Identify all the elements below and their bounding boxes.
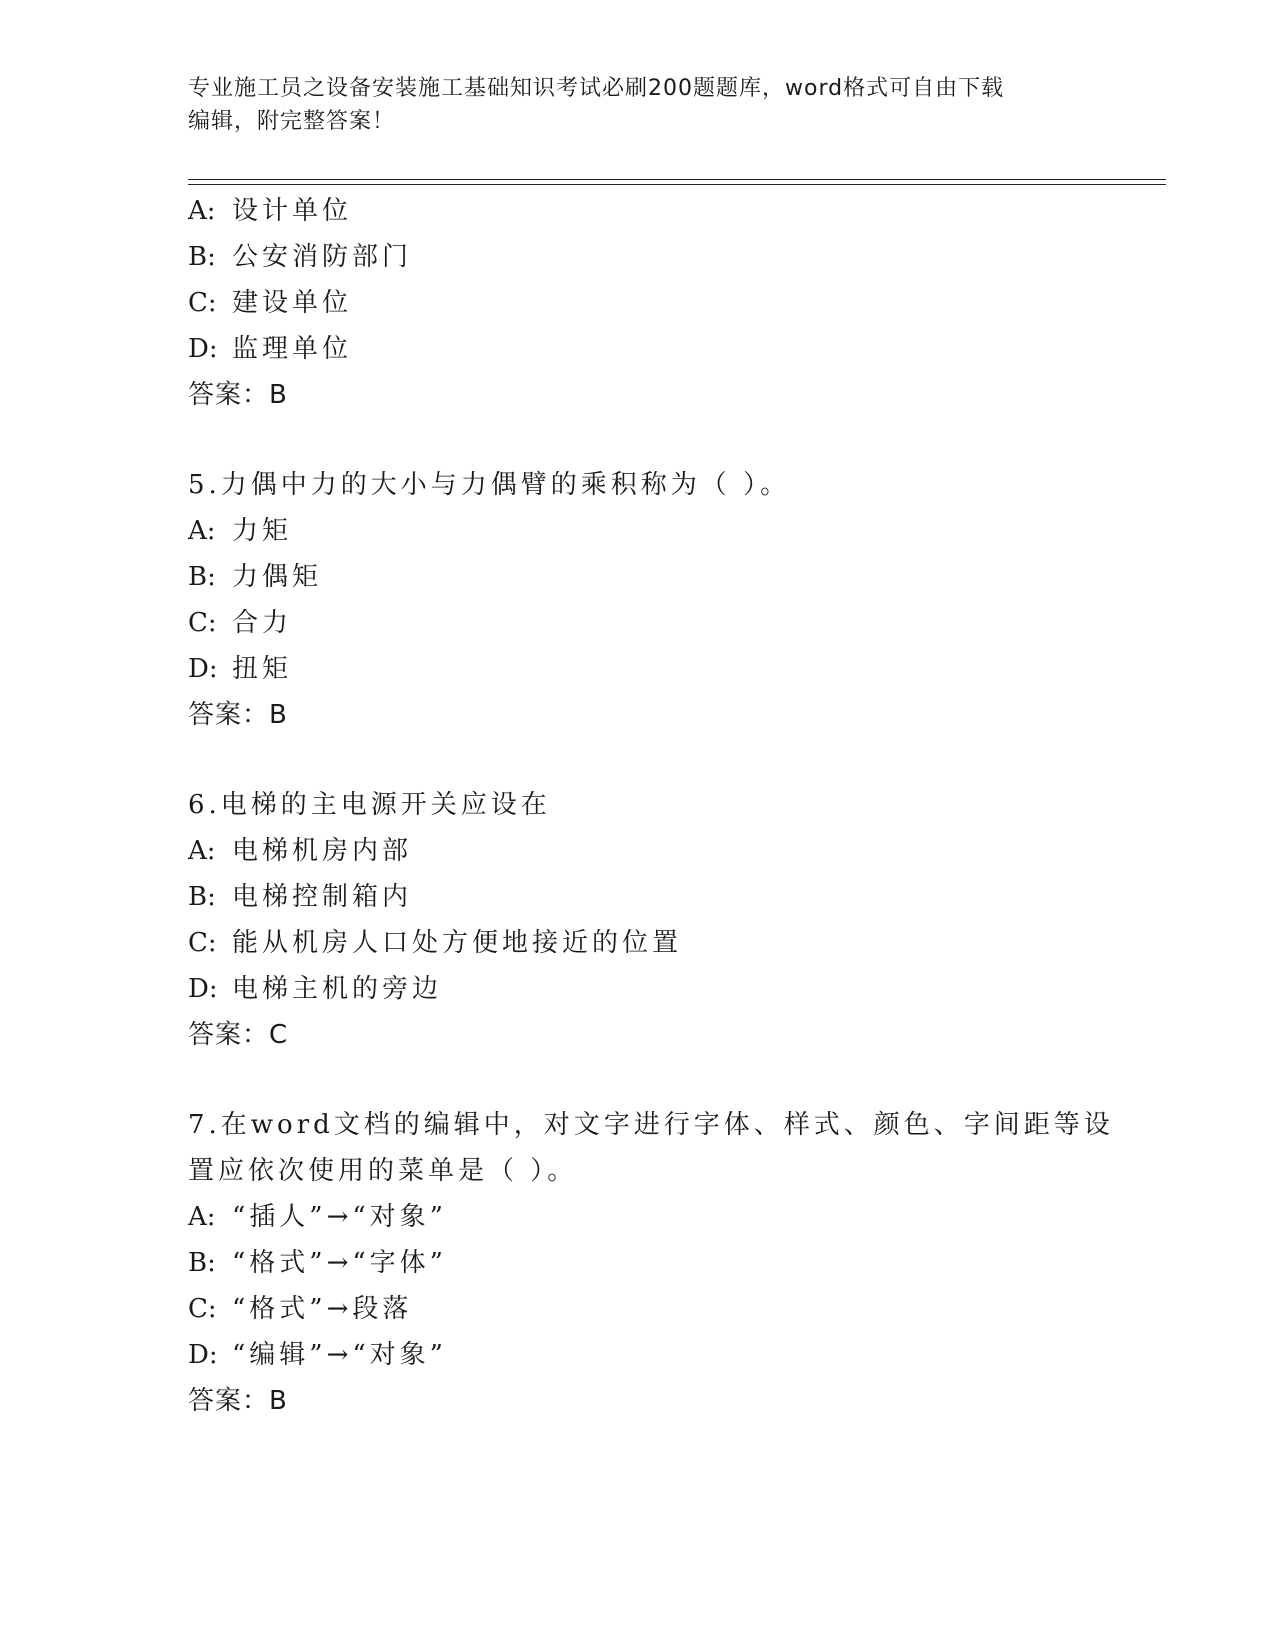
option-a: A: 电梯机房内部 — [188, 836, 413, 866]
option-b: B: 电梯控制箱内 — [188, 882, 413, 912]
question-text-line-1: 7.在word文档的编辑中，对文字进行字体、样式、颜色、字间距等设 — [188, 1110, 1114, 1140]
question-4 — [188, 188, 1088, 418]
question-5 — [188, 462, 1088, 738]
question-6 — [188, 782, 1088, 1058]
question-text: 6.电梯的主电源开关应设在 — [188, 790, 551, 820]
option-a: A: 力矩 — [188, 516, 293, 546]
answer: 答案：B — [188, 700, 288, 730]
question-7 — [188, 1102, 1114, 1424]
header-rule-bottom — [188, 184, 1166, 185]
option-a: A: 设计单位 — [188, 196, 353, 226]
header-rule-top — [188, 179, 1166, 180]
question-text: 5.力偶中力的大小与力偶臂的乘积称为（ ）。 — [188, 470, 791, 500]
option-a: A: “插人”→“对象” — [188, 1202, 447, 1232]
option-c: C: 建设单位 — [188, 288, 353, 318]
option-d: D: 电梯主机的旁边 — [188, 974, 443, 1004]
option-c: C: “格式”→段落 — [188, 1294, 413, 1324]
document-body — [188, 188, 1114, 1424]
header-title-line-2: 编辑，附完整答案！ — [188, 109, 396, 134]
answer: 答案：B — [188, 380, 288, 410]
option-d: D: “编辑”→“对象” — [188, 1340, 447, 1370]
answer: 答案：B — [188, 1386, 288, 1416]
option-c: C: 能从机房人口处方便地接近的位置 — [188, 928, 683, 958]
option-c: C: 合力 — [188, 608, 293, 638]
option-d: D: 监理单位 — [188, 334, 353, 364]
answer: 答案：C — [188, 1020, 289, 1050]
option-b: B: “格式”→“字体” — [188, 1248, 447, 1278]
option-b: B: 公安消防部门 — [188, 242, 413, 272]
option-d: D: 扭矩 — [188, 654, 293, 684]
header-title-line-1: 专业施工员之设备安装施工基础知识考试必刷200题题库，word格式可自由下载 — [188, 76, 1005, 101]
option-b: B: 力偶矩 — [188, 562, 323, 592]
document-header — [188, 72, 1088, 138]
question-text-line-2: 置应依次使用的菜单是（ ）。 — [188, 1156, 578, 1186]
